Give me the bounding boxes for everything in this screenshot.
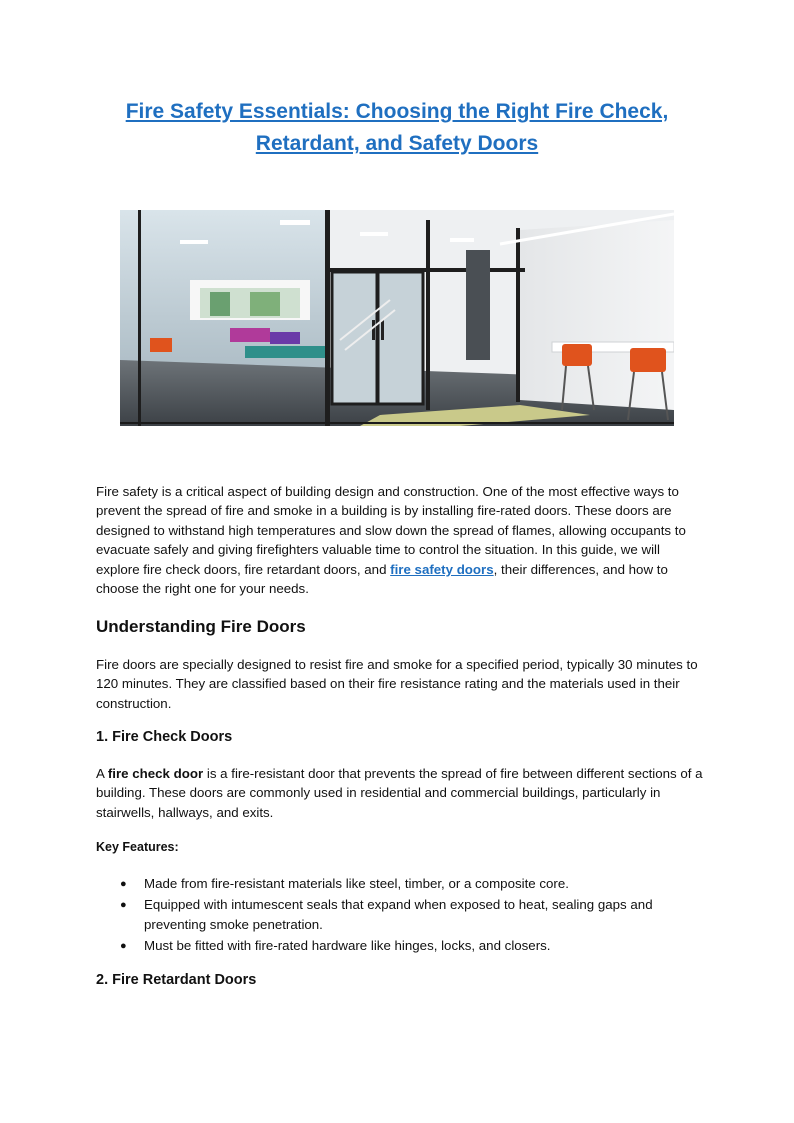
heading-fire-check-doors: 1. Fire Check Doors (96, 729, 233, 745)
page-title[interactable] (96, 96, 698, 160)
title-line-1[interactable]: Fire Safety Essentials: Choosing the Right Fire Check, (125, 100, 669, 123)
title-line-2[interactable]: Retardant, and Safety Doors (255, 132, 539, 155)
list-item: ● Made from fire-resistant materials like steel, timber, or a composite core. (96, 874, 696, 894)
hero-image (120, 210, 674, 426)
office-glass-fire-doors-photo-icon (120, 210, 674, 426)
intro-text-end: , their differences, and how to choose the right one for your needs. (96, 561, 668, 597)
fire-safety-doors-link[interactable]: fire safety doors (390, 561, 494, 577)
understanding-paragraph: Fire doors are specially designed to resist fire and smoke for a specified period, typically 30 minutes to 120 minutes. They are classified based on their fire resistance rating and the materials used in their construction. (96, 657, 698, 711)
features-list (96, 874, 696, 957)
intro-paragraph (96, 482, 706, 598)
list-item: ● Equipped with intumescent seals that expand when exposed to heat, sealing gaps and preventing smoke penetration. (96, 895, 696, 935)
fire-check-paragraph (96, 764, 706, 822)
fire-check-rest: is a fire-resistant door that prevents the spread of fire between different sections of a building. These doors are commonly used in residential and commercial buildings, particularly in stairwells, hallways, and exits. (96, 766, 703, 820)
fire-check-lead: A (96, 766, 108, 781)
fire-check-term: fire check door (107, 766, 204, 781)
intro-text-start: Fire safety is a critical aspect of building design and construction. One of the most effective ways to prevent the spread of fire and smoke in a building is by installing fire-rated doors. These doors are designed to withstand high temperatures and slow down the spread of flames, allowing occupants to evacuate safely and giving firefighters valuable time to control the situation. In this guide, we will explore fire check doors, fire retardant doors, and (96, 484, 686, 577)
list-item: ● Must be fitted with fire-rated hardware like hinges, locks, and closers. (96, 936, 696, 956)
key-features-label: Key Features: (96, 840, 179, 854)
heading-fire-retardant-doors: 2. Fire Retardant Doors (96, 972, 257, 988)
section-heading-understanding: Understanding Fire Doors (96, 617, 306, 636)
